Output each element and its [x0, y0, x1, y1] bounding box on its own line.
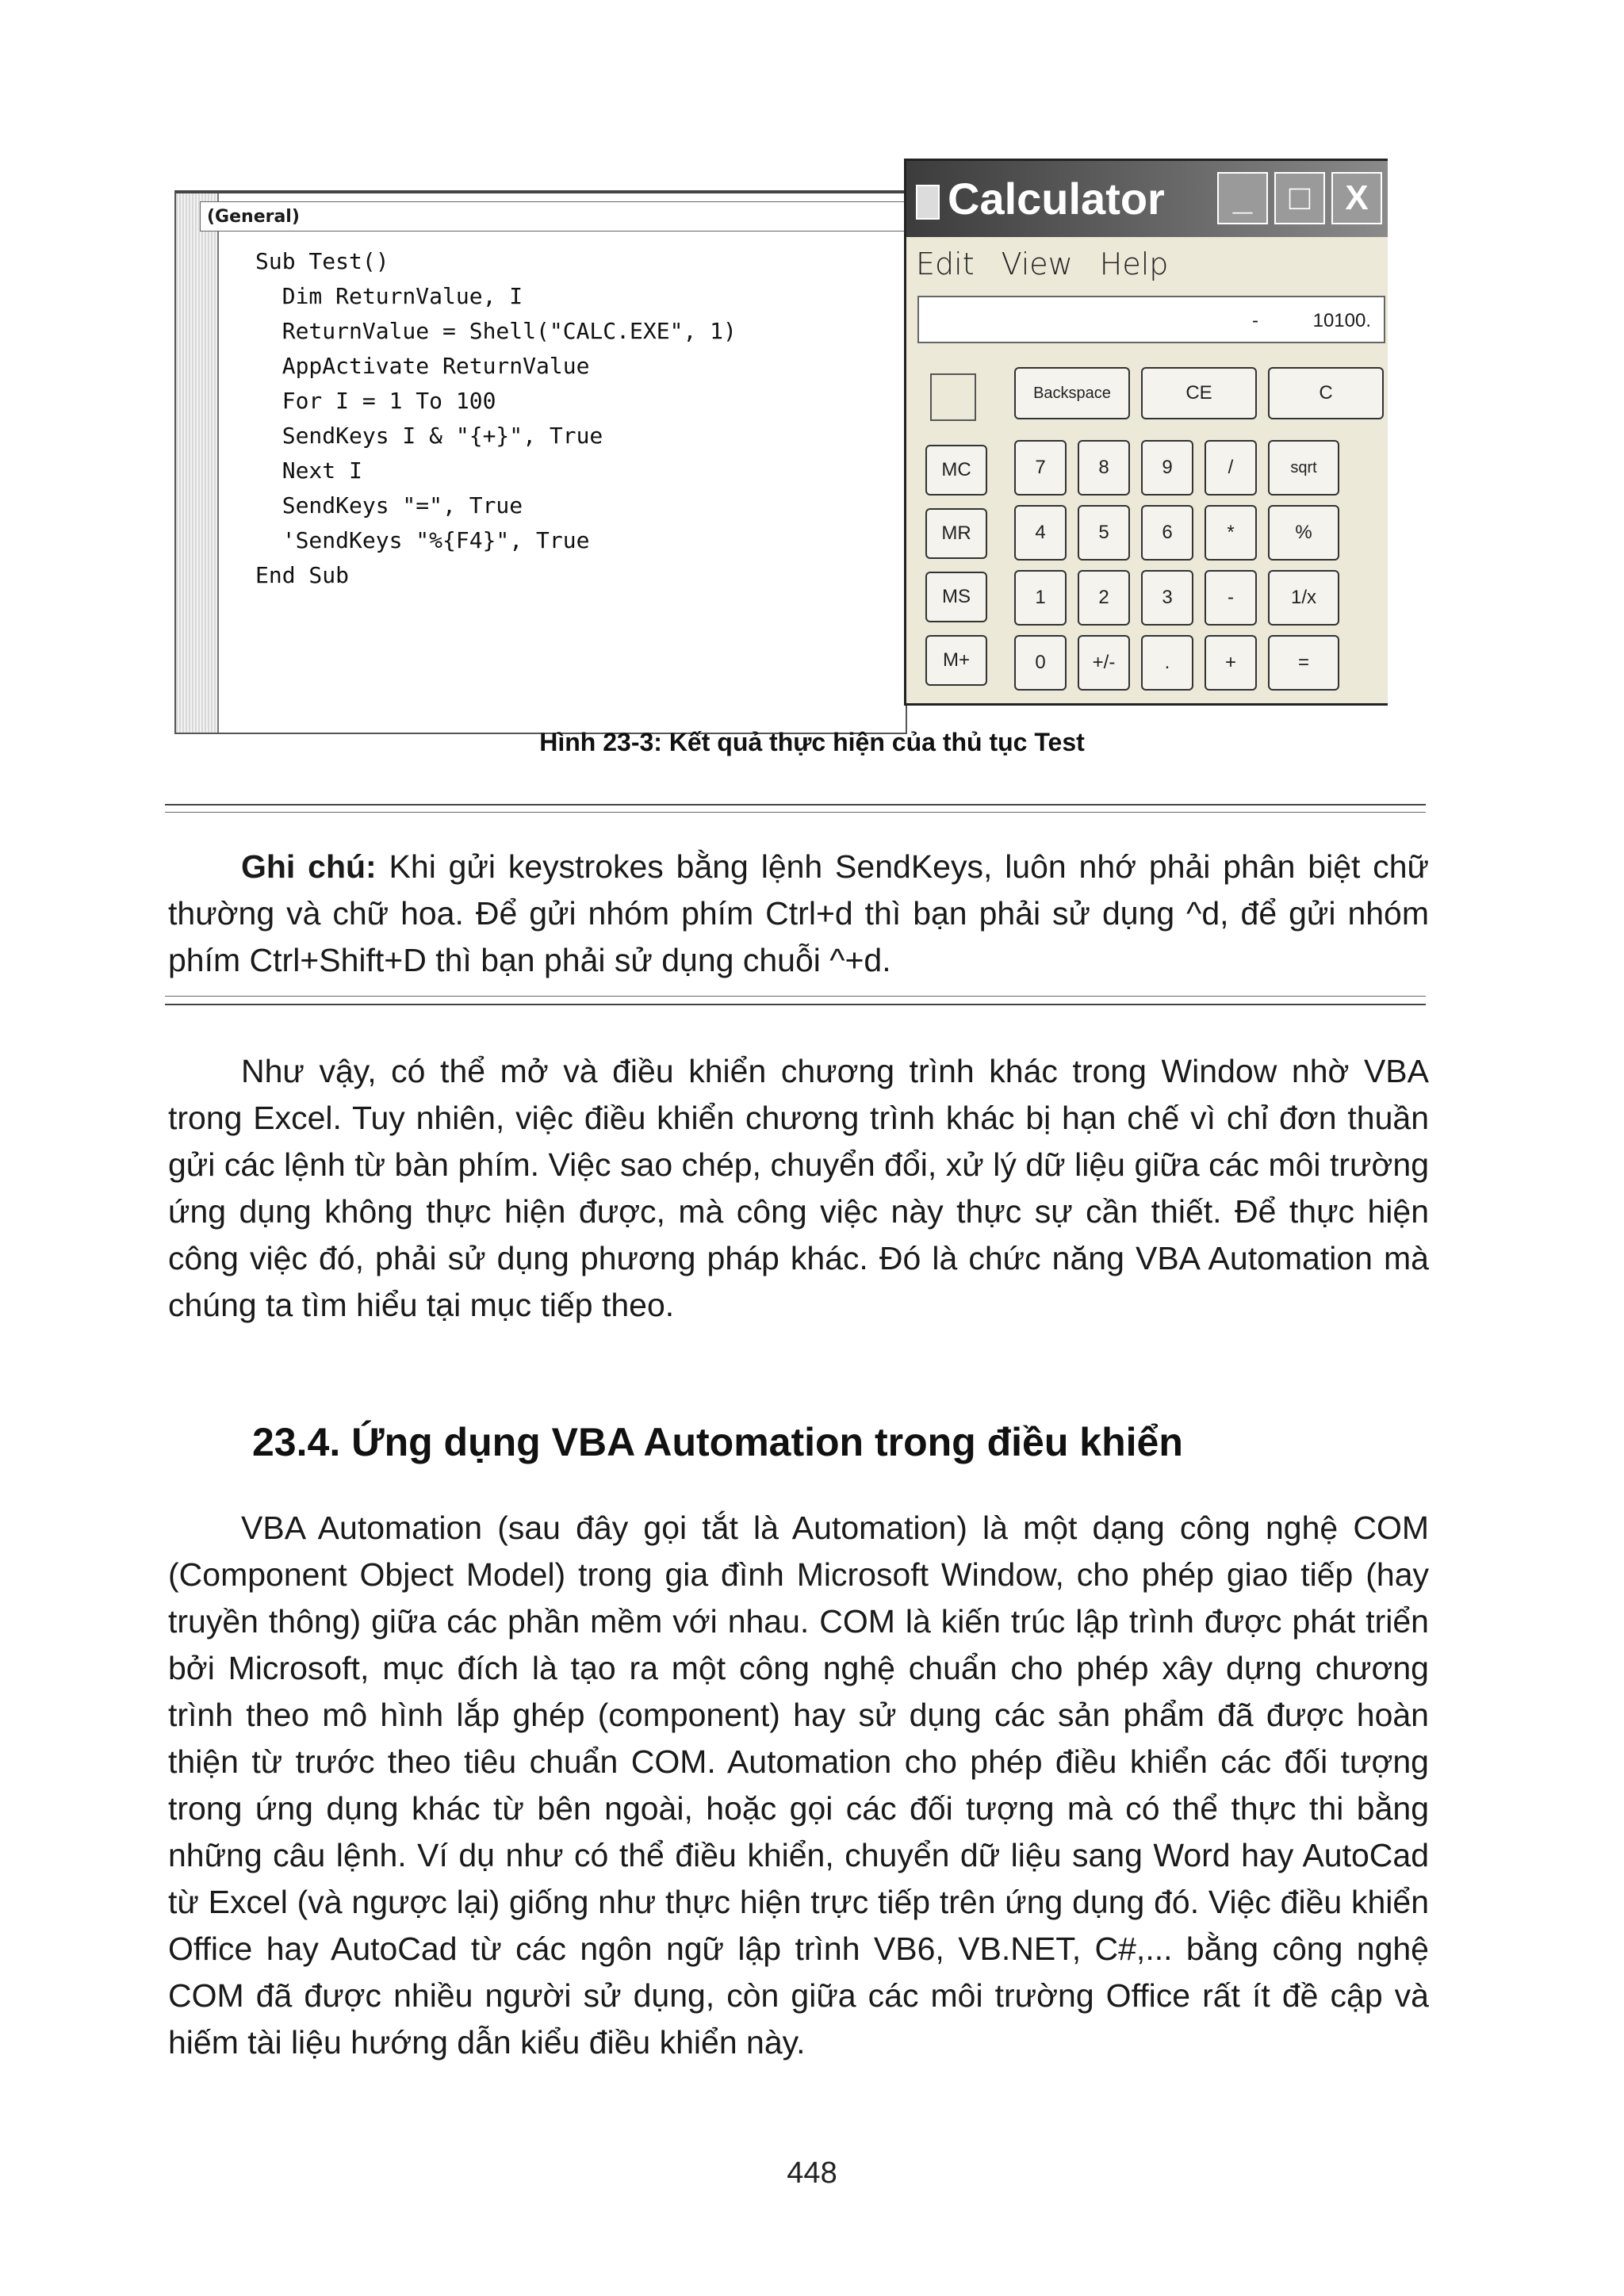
- calculator-menu-bar: [916, 247, 1195, 281]
- ce-button[interactable]: CE: [1141, 367, 1257, 419]
- note-bottom-rule-inner: [165, 996, 1426, 997]
- figure-caption: Hình 23-3: Kết quả thực hiện của thủ tục Test: [539, 728, 1085, 756]
- digit-4-button[interactable]: 4: [1014, 505, 1067, 561]
- note-bottom-rule: [165, 1004, 1426, 1005]
- mr-button[interactable]: MR: [925, 508, 987, 559]
- multiply-button[interactable]: *: [1205, 505, 1257, 561]
- note-top-rule: [165, 804, 1426, 806]
- memory-indicator: [930, 373, 976, 421]
- backspace-button[interactable]: Backspace: [1014, 367, 1130, 419]
- vba-code-window: [174, 190, 907, 734]
- code-line: AppActivate ReturnValue: [255, 353, 590, 379]
- digit-1-button[interactable]: 1: [1014, 570, 1067, 626]
- c-button[interactable]: C: [1268, 367, 1384, 419]
- calculator-title-bar[interactable]: [906, 161, 1388, 237]
- object-combo[interactable]: (General): [200, 201, 1064, 232]
- digit-9-button[interactable]: 9: [1141, 440, 1193, 496]
- figure-23-3: [174, 159, 1388, 729]
- calculator-app-icon: [916, 185, 940, 220]
- sign-button[interactable]: +/-: [1078, 635, 1130, 691]
- code-line: 'SendKeys "%{F4}", True: [255, 527, 590, 553]
- digit-8-button[interactable]: 8: [1078, 440, 1130, 496]
- decimal-button[interactable]: .: [1141, 635, 1193, 691]
- code-line: End Sub: [255, 562, 350, 588]
- section-heading: 23.4. Ứng dụng VBA Automation trong điều khiển: [252, 1420, 1183, 1464]
- calculator-title: Calculator: [948, 174, 1165, 224]
- code-line: Next I: [255, 457, 362, 484]
- code-line: For I = 1 To 100: [255, 388, 496, 414]
- display-value: 10100.: [1312, 310, 1371, 331]
- code-window-margin: [176, 193, 219, 733]
- note-paragraph: [168, 844, 1429, 984]
- divide-button[interactable]: /: [1205, 440, 1257, 496]
- note-text: Khi gửi keystrokes bằng lệnh SendKeys, luôn nhớ phải phân biệt chữ thường và chữ hoa. Để gửi nhóm phím Ctrl+d thì bạn phải sử dụng ^d, để gửi nhóm phím Ctrl+Shift+D thì bạn phải sử dụng chuỗi ^+d.: [168, 848, 1429, 978]
- display-minus: -: [1252, 310, 1258, 331]
- m-plus-button[interactable]: M+: [925, 635, 987, 686]
- add-button[interactable]: +: [1205, 635, 1257, 691]
- maximize-button[interactable]: □: [1274, 172, 1325, 224]
- subtract-button[interactable]: -: [1205, 570, 1257, 626]
- code-line: ReturnValue = Shell("CALC.EXE", 1): [255, 318, 737, 344]
- paragraph-2-text: VBA Automation (sau đây gọi tắt là Automation) là một dạng công nghệ COM (Component Object Model) trong gia đình Microsoft Window, cho phép giao tiếp (hay truyền thông) giữa các phần mềm với nhau. COM là kiến trúc lập trình được phát triển bởi Microsoft, mục đích là tạo ra một công nghệ chuẩn cho phép xây dựng chương trình theo mô hình lắp ghép (component) hay sử dụng các sản phẩm đã được hoàn thiện từ trước theo tiêu chuẩn COM. Automation cho phép điều khiển các đối tượng trong ứng dụng khác từ bên ngoài, hoặc gọi các đối tượng mà có thể thực thi bằng những câu lệnh. Ví dụ như có thể điều khiển, chuyển dữ liệu sang Word hay AutoCad từ Excel (và ngược lại) giống như thực hiện trực tiếp trên ứng dụng đó. Việc điều khiển Office hay AutoCad từ các ngôn ngữ lập trình VB6, VB.NET, C#,... bằng công nghệ COM đã được nhiều người sử dụng, còn giữa các môi trường Office rất ít đề cập và hiếm tài liệu hướng dẫn kiểu điều khiển này.: [168, 1510, 1429, 2061]
- calculator-display: [917, 296, 1385, 343]
- digit-6-button[interactable]: 6: [1141, 505, 1193, 561]
- code-line: SendKeys I & "{+}", True: [255, 423, 603, 449]
- minimize-button[interactable]: _: [1217, 172, 1268, 224]
- note-top-rule-inner: [165, 812, 1426, 813]
- digit-3-button[interactable]: 3: [1141, 570, 1193, 626]
- code-editor[interactable]: [255, 244, 737, 593]
- menu-help[interactable]: Help: [1099, 247, 1169, 281]
- digit-5-button[interactable]: 5: [1078, 505, 1130, 561]
- menu-view[interactable]: View: [1001, 247, 1073, 281]
- percent-button[interactable]: %: [1268, 505, 1339, 561]
- close-button[interactable]: X: [1331, 172, 1382, 224]
- reciprocal-button[interactable]: 1/x: [1268, 570, 1339, 626]
- mc-button[interactable]: MC: [925, 445, 987, 496]
- equals-button[interactable]: =: [1268, 635, 1339, 691]
- ms-button[interactable]: MS: [925, 572, 987, 622]
- page-number: 448: [787, 2156, 837, 2190]
- code-line: Dim ReturnValue, I: [255, 283, 523, 309]
- digit-2-button[interactable]: 2: [1078, 570, 1130, 626]
- body-paragraph-2: [168, 1505, 1429, 2066]
- paragraph-1-text: Như vậy, có thể mở và điều khiển chương trình khác trong Window nhờ VBA trong Excel. Tuy nhiên, việc điều khiển chương trình khác bị hạn chế vì chỉ đơn thuần gửi các lệnh từ bàn phím. Việc sao chép, chuyển đổi, xử lý dữ liệu giữa các môi trường ứng dụng không thực hiện được, mà công việc này thực sự cần thiết. Để thực hiện công việc đó, phải sử dụng phương pháp khác. Đó là chức năng VBA Automation mà chúng ta tìm hiểu tại mục tiếp theo.: [168, 1053, 1429, 1323]
- menu-edit[interactable]: Edit: [916, 247, 975, 281]
- note-label: Ghi chú:: [241, 848, 377, 885]
- digit-7-button[interactable]: 7: [1014, 440, 1067, 496]
- digit-0-button[interactable]: 0: [1014, 635, 1067, 691]
- sqrt-button[interactable]: sqrt: [1268, 440, 1339, 496]
- calculator-window: [904, 159, 1388, 706]
- body-paragraph-1: [168, 1048, 1429, 1329]
- code-line: SendKeys "=", True: [255, 492, 523, 519]
- code-line: Sub Test(): [255, 248, 389, 274]
